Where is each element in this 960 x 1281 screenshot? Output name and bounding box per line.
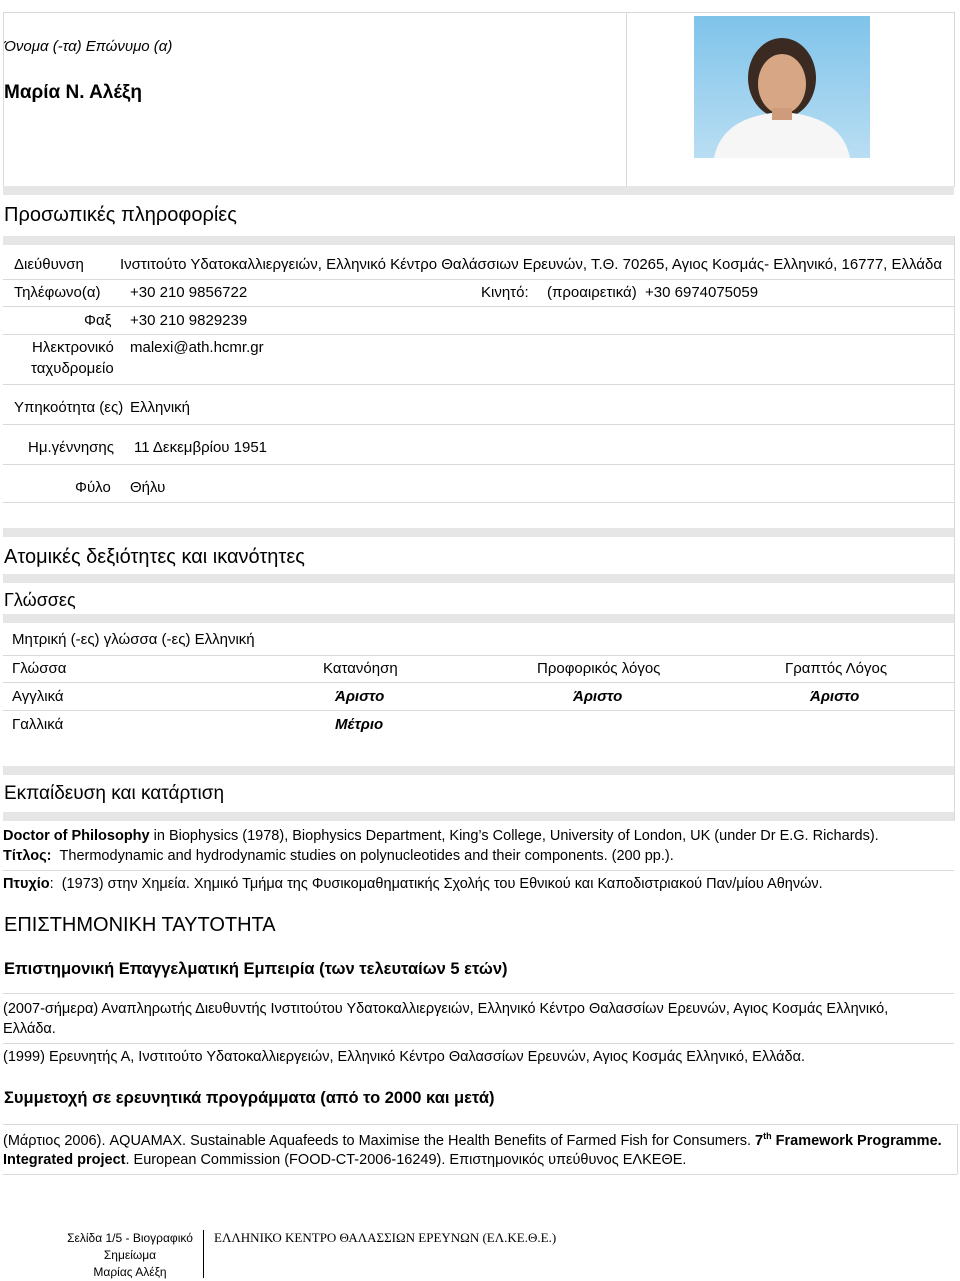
row-line (3, 279, 954, 280)
phd-title: Doctor of Philosophy (3, 828, 150, 844)
project-funding: . European Commission (FOOD-CT-2006-16249). Επιστημονικός υπεύθυνος ΕΛΚΕΘΕ. (125, 1152, 687, 1168)
fax-label: Φαξ (84, 312, 112, 329)
right-border (954, 528, 955, 768)
section-separator (3, 574, 954, 583)
section-separator (3, 614, 954, 623)
address-value: Ινστιτούτο Υδατοκαλλιεργειών, Ελληνικό Κέντρο Θαλάσσιων Ερευνών, Τ.Θ. 70265, Αγιος Κοσμάς- Ελληνικό, 16777, Ελλάδα (120, 256, 942, 273)
thesis-label: Τίτλος: (3, 848, 52, 864)
email-value: malexi@ath.hcmr.gr (130, 339, 264, 356)
project-framework: Framework Programme. (771, 1132, 942, 1149)
mobile-label: Κινητό: (481, 284, 529, 301)
project-line2 (3, 1152, 686, 1168)
section-separator (3, 528, 954, 537)
header-top-border (3, 12, 954, 13)
section-separator (3, 766, 954, 775)
project-text: (Μάρτιος 2006). AQUAMAX. Sustainable Aquafeeds to Maximise the Health Benefits of Farmed Fish for Consumers. (3, 1132, 756, 1149)
lang-level: Άριστο (573, 688, 623, 705)
project-framework-number: 7 (755, 1132, 764, 1149)
experience-item-1-line1: (2007-σήμερα) Αναπληρωτής Διευθυντής Ινστιτούτου Υδατοκαλλιεργειών, Ελληνικό Κέντρο Θαλασσίων Ερευνών, Αγιος Κοσμάς Ελληνικό, (3, 1001, 889, 1017)
languages-title: Γλώσσες (4, 590, 76, 610)
lang-level: Μέτριο (335, 716, 384, 733)
skills-title: Ατομικές δεξιότητες και ικανότητες (4, 546, 305, 568)
name-label: Όνομα (-τα) Επώνυμο (α) (4, 38, 173, 55)
right-border (957, 1124, 958, 1174)
projects-title: Συμμετοχή σε ερευνητικά προγράμματα (από το 2000 και μετά) (4, 1089, 495, 1107)
lang-level: Άριστο (335, 688, 385, 705)
row-line (3, 710, 954, 711)
experience-item-1-line2: Ελλάδα. (3, 1021, 56, 1037)
gender-label: Φύλο (75, 479, 111, 496)
address-label: Διεύθυνση (14, 256, 84, 273)
mother-tongue: Μητρική (-ες) γλώσσα (-ες) Ελληνική (12, 631, 255, 648)
lang-level: Άριστο (810, 688, 860, 705)
col-understanding: Κατανόηση (323, 660, 398, 677)
lang-name: Αγγλικά (12, 688, 64, 705)
personal-title: Προσωπικές πληροφορίες (4, 204, 237, 226)
mobile-value: (προαιρετικά) +30 6974075059 (547, 284, 759, 301)
phd-line (3, 828, 879, 844)
dob-value: 11 Δεκεμβρίου 1951 (134, 439, 268, 456)
col-speaking: Προφορικός λόγος (537, 660, 661, 677)
row-line (3, 306, 954, 307)
lang-name: Γαλλικά (12, 716, 64, 733)
email-label-line1: Ηλεκτρονικό (32, 339, 114, 356)
degree-line (3, 876, 823, 892)
profile-photo (694, 16, 870, 158)
row-line (3, 993, 954, 994)
header-divider (626, 12, 627, 187)
row-line (3, 1124, 957, 1125)
footer-page-line2: Σημείωμα (103, 1248, 157, 1262)
footer-page-line1: Σελίδα 1/5 - Βιογραφικό (67, 1231, 193, 1245)
thesis-value: Thermodynamic and hydrodynamic studies on polynucleotides and their components. (200 pp.). (51, 848, 674, 864)
row-line (3, 384, 954, 385)
fax-value: +30 210 9829239 (130, 312, 248, 329)
dob-label: Ημ.γέννησης (28, 439, 115, 456)
experience-title: Επιστημονική Επαγγελματική Εμπειρία (των τελευταίων 5 ετών) (4, 960, 508, 978)
phone-value: +30 210 9856722 (130, 284, 248, 301)
email-label-line2: ταχυδρομείο (31, 360, 114, 377)
nationality-label: Υπηκοότητα (ες) (14, 399, 124, 416)
right-border (954, 766, 955, 821)
row-line (3, 464, 954, 465)
col-writing: Γραπτός Λόγος (785, 660, 888, 677)
gender-value: Θήλυ (130, 479, 166, 496)
project-line1 (3, 1131, 942, 1149)
row-line (3, 655, 954, 656)
row-line (3, 682, 954, 683)
education-title: Εκπαίδευση και κατάρτιση (4, 783, 225, 804)
row-line (3, 424, 954, 425)
footer-organization: ΕΛΛΗΝΙΚΟ ΚΕΝΤΡΟ ΘΑΛΑΣΣΙΩΝ ΕΡΕΥΝΩΝ (ΕΛ.ΚΕ.Θ.Ε.) (214, 1230, 557, 1245)
right-border (954, 236, 955, 528)
project-framework-sup: th (763, 1131, 772, 1141)
phd-details: in Biophysics (1978), Biophysics Department, King’s College, University of London, UK (under Dr E.G. Richards). (149, 828, 879, 844)
section-separator (3, 812, 954, 821)
row-line (3, 1043, 954, 1044)
section-separator (3, 186, 954, 195)
header-right-border (954, 12, 955, 187)
degree-label: Πτυχίο (3, 876, 50, 892)
col-language: Γλώσσα (12, 660, 67, 677)
person-name: Μαρία Ν. Αλέξη (4, 82, 143, 103)
scientific-title: ΕΠΙΣΤΗΜΟΝΙΚΗ ΤΑΥΤΟΤΗΤΑ (4, 914, 276, 936)
phone-label: Τηλέφωνο(α) (14, 284, 101, 301)
row-line (3, 502, 954, 503)
thesis-line (3, 848, 674, 864)
project-type: Integrated project (3, 1152, 126, 1168)
section-separator (3, 236, 954, 245)
row-line (3, 870, 954, 871)
degree-value: : (1973) στην Χημεία. Χημικό Τμήμα της Φυσικομαθηματικής Σχολής του Εθνικού και Καποδιστριακού Παν/μίου Αθηνών. (49, 876, 823, 892)
row-line (3, 334, 954, 335)
nationality-value: Ελληνική (130, 399, 191, 416)
row-line (3, 1174, 957, 1175)
footer-divider (203, 1230, 204, 1278)
experience-item-2: (1999) Ερευνητής Α, Ινστιτούτο Υδατοκαλλιεργειών, Ελληνικό Κέντρο Θαλασσίων Ερευνών, Αγιος Κοσμάς Ελληνικό, Ελλάδα. (3, 1049, 805, 1065)
footer-page-info (60, 1230, 200, 1281)
footer-page-line3: Μαρίας Αλέξη (93, 1265, 167, 1279)
